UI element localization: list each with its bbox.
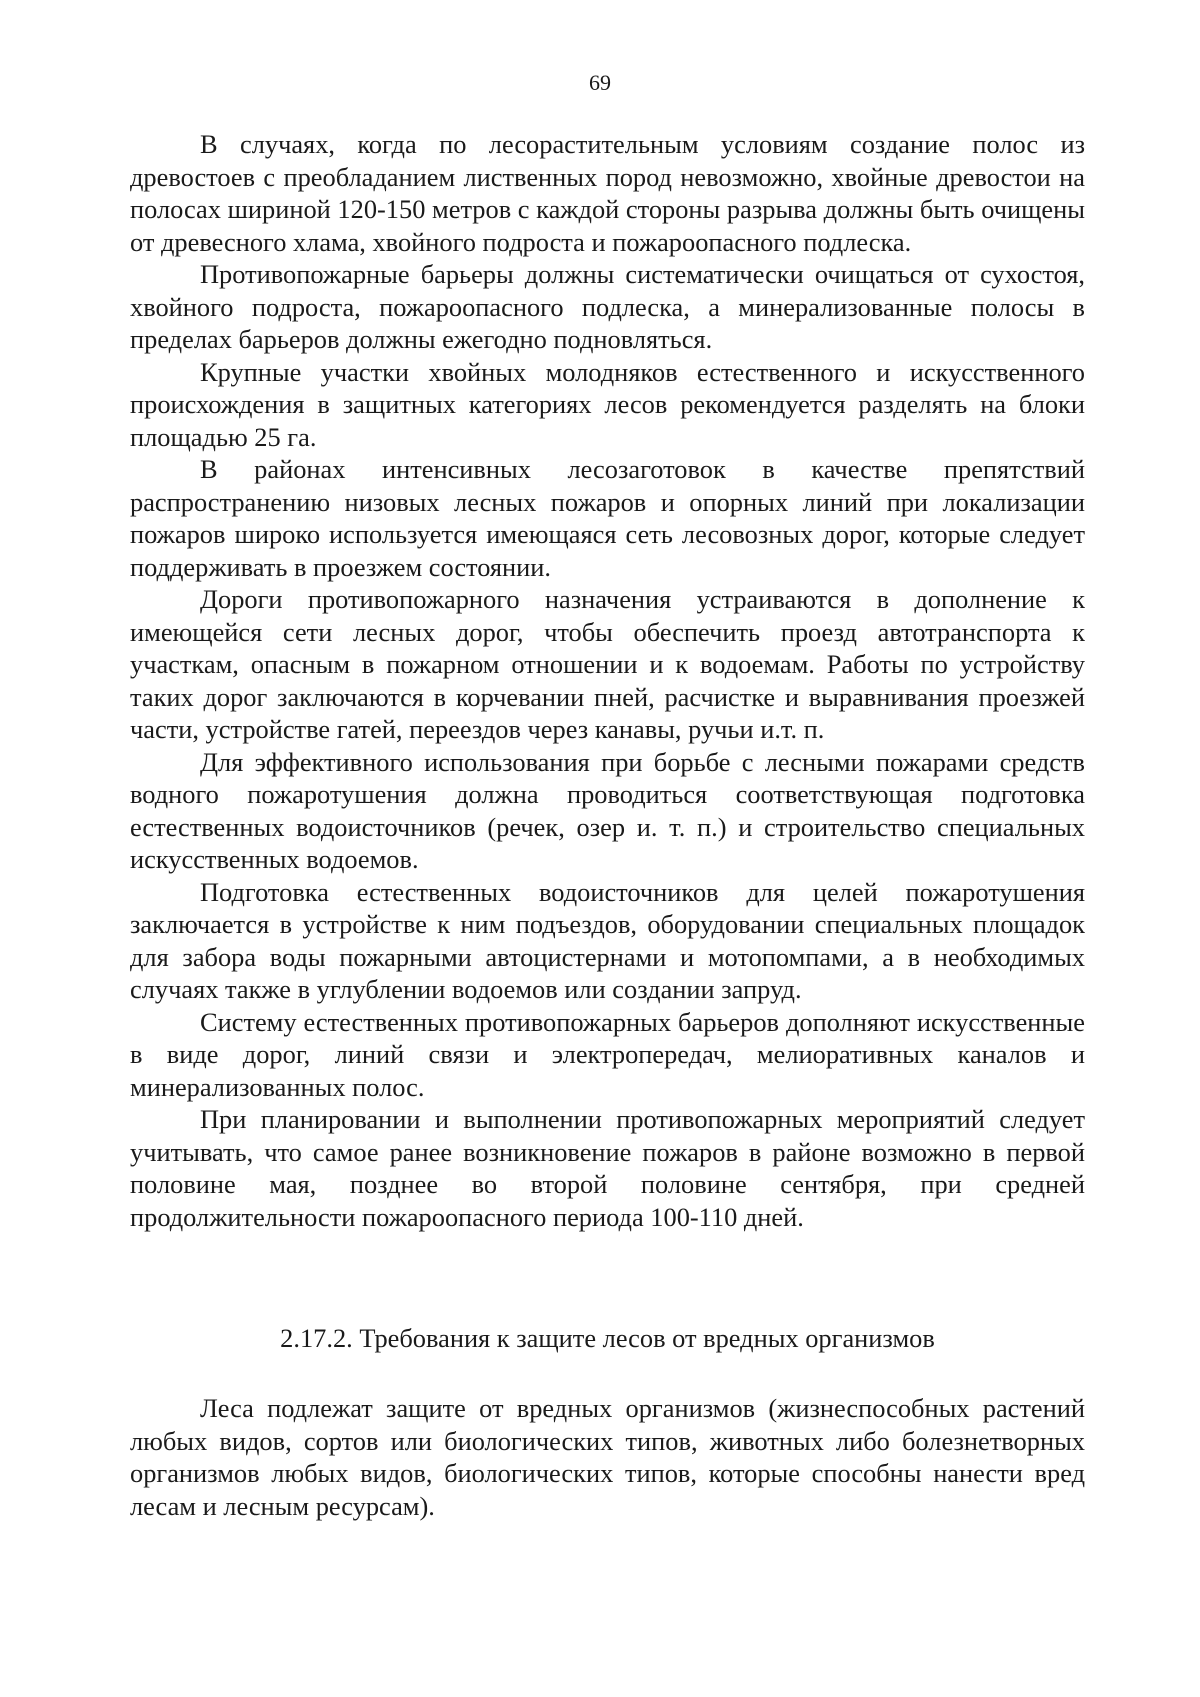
paragraph-young-stands-blocks: Крупные участки хвойных молодняков естественного и искусственного происхождения в защитных категориях лесов рекомендуется разделять на блоки площадью 25 га. xyxy=(130,356,1085,452)
paragraph-logging-roads: В районах интенсивных лесозаготовок в качестве препятствий распространению низовых лесных пожаров и опорных линий при локализации пожаров широко используется имеющаяся сеть лесовозных дорог, которые следует поддерживать в проезжем состоянии. xyxy=(130,454,1085,582)
paragraph-cleaning-strips: В случаях, когда по лесорастительным условиям создание полос из древостоев с преобладанием лиственных пород невозможно, хвойные древостои на полосах шириной 120-150 метров с каждой стороны разрыва должны быть очищены от древесного хлама, хвойного подроста и пожароопасного подлеска. xyxy=(130,129,1085,257)
paragraph-fire-roads: Дороги противопожарного назначения устраиваются в дополнение к имеющейся сети лесных дорог, чтобы обеспечить проезд автотранспорта к участкам, опасным в пожарном отношении и к водоемам. Работы по устройству таких дорог заключаются в корчевании пней, расчистке и выравнивания проезжей части, устройстве гатей, переездов через канавы, ручьи и.т. п. xyxy=(130,584,1085,744)
paragraph-water-preparation: Подготовка естественных водоисточников для целей пожаротушения заключается в устройстве к ним подъездов, оборудовании специальных площадок для забора воды пожарными автоцистернами и мотопомпами, а в необходимых случаях также в углублении водоемов или создании запруд. xyxy=(130,876,1085,1004)
section-body xyxy=(130,1392,1085,1522)
section-heading: 2.17.2. Требования к защите лесов от вредных организмов xyxy=(280,1323,935,1353)
paragraph-harmful-organisms: Леса подлежат защите от вредных организмов (жизнеспособных растений любых видов, сортов или биологических типов, животных либо болезнетворных организмов любых видов, биологических типов, которые способны нанести вред лесам и лесным ресурсам). xyxy=(130,1393,1085,1521)
body-text xyxy=(130,128,1085,1233)
page-number: 69 xyxy=(589,70,611,95)
paragraph-barrier-maintenance: Противопожарные барьеры должны систематически очищаться от сухостоя, хвойного подроста, пожароопасного подлеска, а минерализованные полосы в пределах барьеров должны ежегодно подновляться. xyxy=(130,259,1085,354)
paragraph-water-sources: Для эффективного использования при борьбе с лесными пожарами средств водного пожаротушения должна проводиться соответствующая подготовка естественных водоисточников (речек, озер и. т. п.) и строительство специальных искусственных водоемов. xyxy=(130,746,1085,874)
paragraph-fire-season: При планировании и выполнении противопожарных мероприятий следует учитывать, что самое ранее возникновение пожаров в районе возможно в первой половине мая, позднее во второй половине сентября, при средней продолжительности пожароопасного периода 100-110 дней. xyxy=(130,1104,1085,1232)
paragraph-artificial-barriers: Систему естественных противопожарных барьеров дополняют искусственные в виде дорог, линий связи и электропередач, мелиоративных каналов и минерализованных полос. xyxy=(130,1006,1085,1102)
